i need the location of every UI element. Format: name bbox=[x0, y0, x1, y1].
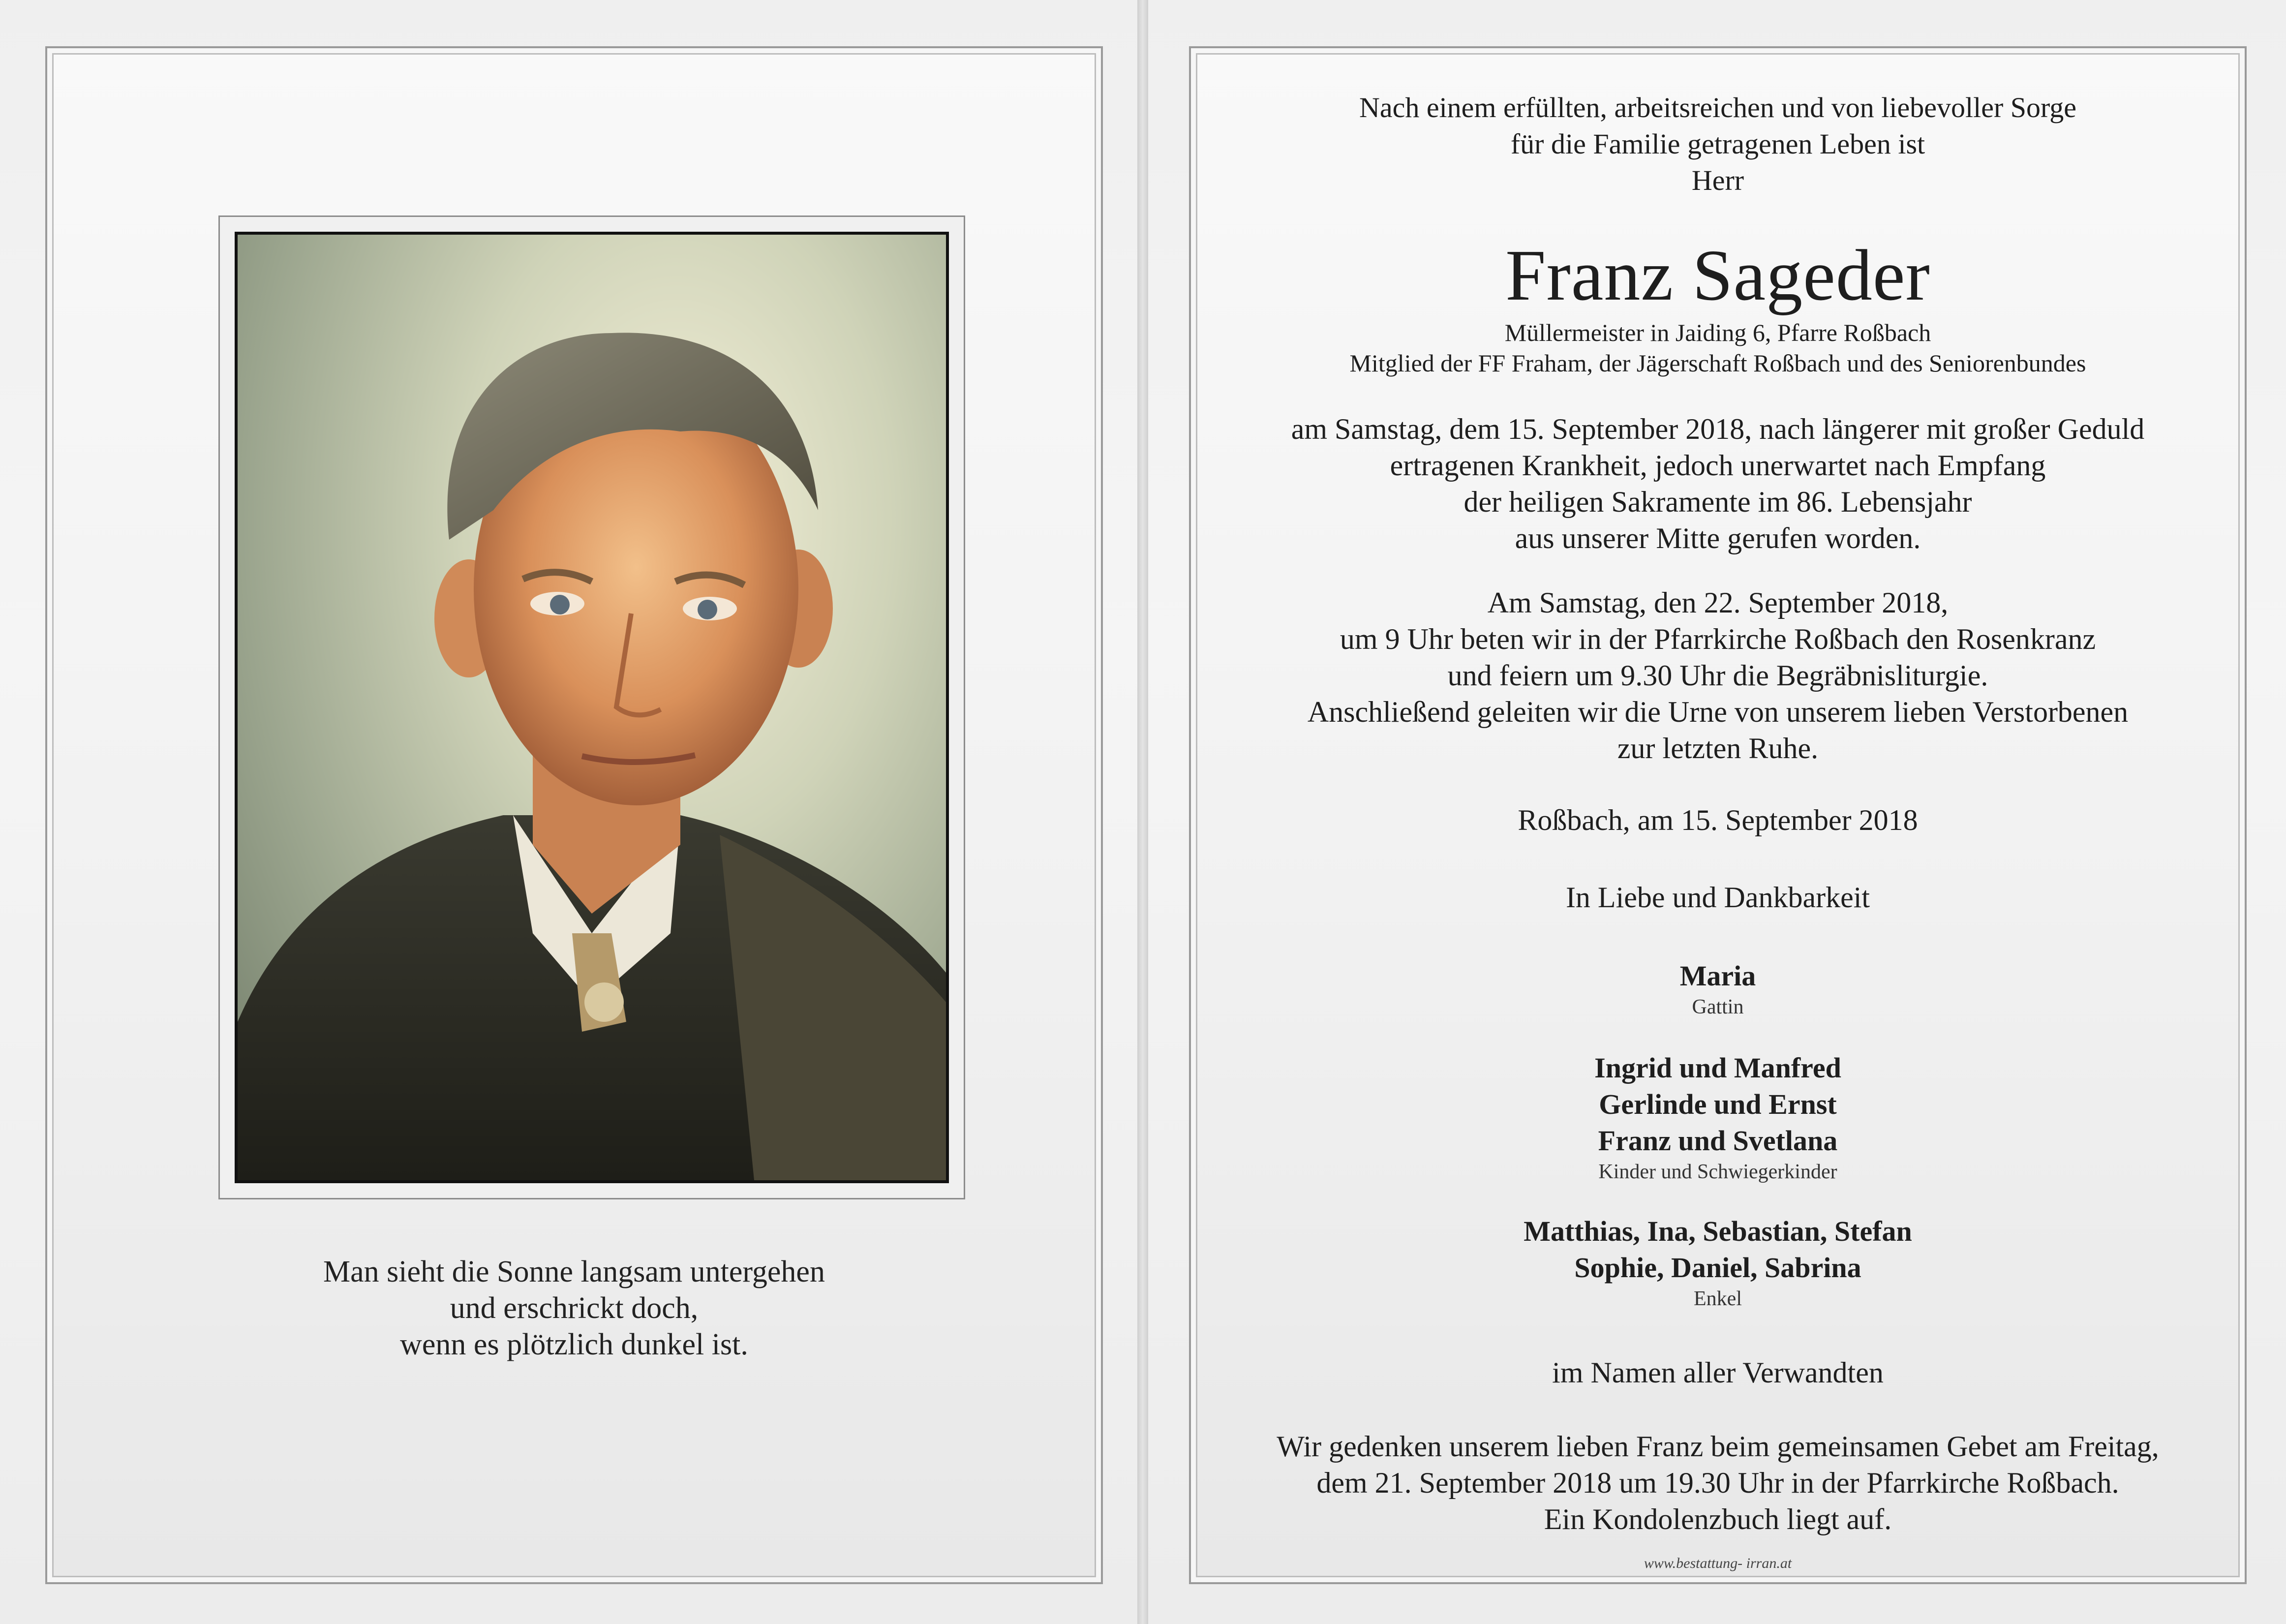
notice-line: aus unserer Mitte gerufen worden. bbox=[1515, 522, 1921, 554]
gratitude-line: In Liebe und Dankbarkeit bbox=[1565, 881, 1870, 914]
funeral-line: zur letzten Ruhe. bbox=[1617, 732, 1819, 765]
spouse-role: Gattin bbox=[1692, 996, 1744, 1018]
funeral-line: und feiern um 9.30 Uhr die Begräbnisliturgie. bbox=[1447, 659, 1988, 692]
portrait-photo bbox=[235, 232, 949, 1183]
website-url: www.bestattung- irran.at bbox=[1644, 1555, 1792, 1571]
funeral-line: Anschließend geleiten wir die Urne von unserem lieben Verstorbenen bbox=[1307, 696, 2129, 728]
notice-line: der heiligen Sakramente im 86. Lebensjahr bbox=[1463, 486, 1972, 518]
notice-line: ertragenen Krankheit, jedoch unerwartet nach Empfang bbox=[1390, 449, 2046, 482]
place-date: Roßbach, am 15. September 2018 bbox=[1518, 804, 1918, 836]
relatives-line: im Namen aller Verwandten bbox=[1552, 1356, 1884, 1389]
page-fold bbox=[1137, 0, 1148, 1624]
portrait-frame bbox=[218, 215, 965, 1199]
funeral-line: um 9 Uhr beten wir in der Pfarrkirche Roßbach den Rosenkranz bbox=[1340, 623, 2096, 655]
spouse-name: Maria bbox=[1679, 960, 1756, 992]
notice-line: am Samstag, dem 15. September 2018, nach längerer mit großer Geduld bbox=[1291, 413, 2145, 445]
grandchildren-name: Sophie, Daniel, Sabrina bbox=[1574, 1252, 1861, 1284]
spouse-block bbox=[1189, 958, 2247, 1020]
funeral-line: Am Samstag, den 22. September 2018, bbox=[1487, 586, 1949, 619]
prayer-line: Wir gedenken unserem lieben Franz beim gemeinsamen Gebet am Freitag, bbox=[1277, 1430, 2159, 1463]
memorial-quote bbox=[45, 1254, 1103, 1363]
prayer-line: Ein Kondolenzbuch liegt auf. bbox=[1544, 1503, 1892, 1535]
quote-line: Man sieht die Sonne langsam untergehen bbox=[323, 1255, 825, 1288]
quote-line: und erschrickt doch, bbox=[450, 1291, 699, 1325]
portrait-illustration bbox=[238, 235, 946, 1180]
intro-text bbox=[1189, 90, 2247, 199]
quote-line: wenn es plötzlich dunkel ist. bbox=[400, 1328, 748, 1361]
children-role: Kinder und Schwiegerkinder bbox=[1598, 1161, 1837, 1183]
intro-line: Herr bbox=[1691, 164, 1744, 196]
detail-line: Müllermeister in Jaiding 6, Pfarre Roßbach bbox=[1504, 319, 1931, 346]
children-name: Gerlinde und Ernst bbox=[1599, 1088, 1837, 1120]
funeral-info bbox=[1189, 584, 2247, 766]
prayer-line: dem 21. September 2018 um 19.30 Uhr in der Pfarrkirche Roßbach. bbox=[1316, 1467, 2119, 1499]
prayer-info bbox=[1189, 1428, 2247, 1537]
grandchildren-name: Matthias, Ina, Sebastian, Stefan bbox=[1524, 1215, 1912, 1247]
detail-line: Mitglied der FF Fraham, der Jägerschaft Roßbach und des Seniorenbundes bbox=[1349, 349, 2086, 377]
intro-line: Nach einem erfüllten, arbeitsreichen und von liebevoller Sorge bbox=[1359, 92, 2077, 123]
intro-line: für die Familie getragenen Leben ist bbox=[1510, 128, 1925, 160]
children-name: Ingrid und Manfred bbox=[1594, 1052, 1841, 1084]
grandchildren-block bbox=[1189, 1213, 2247, 1312]
grandchildren-role: Enkel bbox=[1694, 1287, 1742, 1310]
deceased-details bbox=[1189, 317, 2247, 378]
death-notice bbox=[1189, 411, 2247, 556]
children-block bbox=[1189, 1050, 2247, 1185]
deceased-name: Franz Sageder bbox=[1505, 235, 1930, 316]
children-name: Franz und Svetlana bbox=[1598, 1125, 1838, 1157]
